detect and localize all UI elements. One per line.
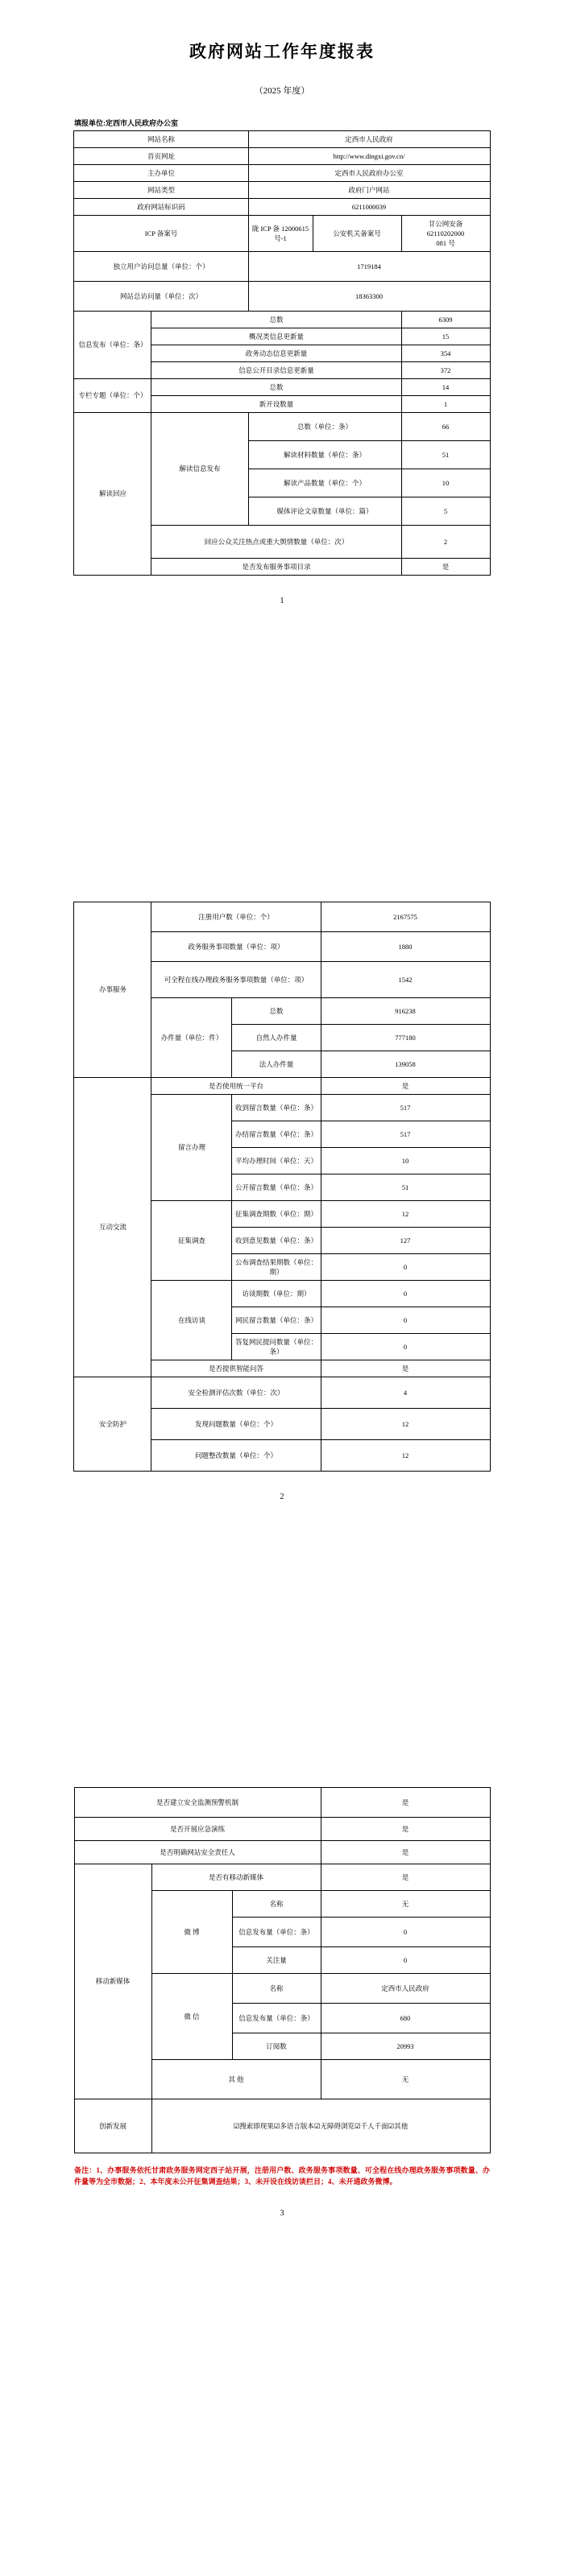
field-label: 是否明确网站安全责任人 [74, 1841, 321, 1864]
field-label: 总数 [232, 998, 321, 1025]
police-line-1: 甘公网安备 [428, 219, 463, 228]
weixin-label: 微 信 [151, 1974, 232, 2060]
field-value: 12 [321, 1409, 490, 1440]
field-value: 1719184 [248, 252, 490, 282]
police-line-2: 62110202000 [426, 229, 465, 237]
field-value: 政府门户网站 [248, 182, 490, 199]
service-catalog-value: 是 [401, 559, 490, 576]
field-label: 收到意见数量（单位：条） [232, 1228, 321, 1254]
field-label: 自然人办件量 [232, 1025, 321, 1051]
interpretation-release-label: 解读信息发布 [151, 413, 248, 526]
table-row [74, 1788, 490, 1818]
field-label: 政务动态信息更新量 [151, 345, 401, 362]
basic-info-table [73, 130, 490, 576]
field-value: 517 [321, 1121, 490, 1148]
field-value: 0 [321, 1918, 490, 1947]
field-label: 问题整改数量（单位：个） [151, 1440, 321, 1472]
field-label: 公布调查结果期数（单位：期） [232, 1254, 321, 1281]
field-value: 0 [321, 1334, 490, 1360]
table-row [74, 1818, 490, 1841]
field-value: 777180 [321, 1025, 490, 1051]
field-value: 20993 [321, 2033, 490, 2060]
mobile-innovation-table [74, 1787, 491, 2153]
field-value: 6211000039 [248, 199, 490, 216]
field-value: 12 [321, 1440, 490, 1472]
field-label: 总数（单位：条） [248, 413, 401, 441]
field-value: 定西市人民政府办公室 [248, 165, 490, 182]
page-number: 2 [280, 1492, 284, 1501]
police-record-value [401, 216, 490, 252]
field-label: 信息发布量（单位：条） [232, 1918, 321, 1947]
info-release-label: 信息发布（单位：条） [74, 312, 151, 379]
table-row [74, 148, 490, 165]
table-row [74, 182, 490, 199]
field-value: 354 [401, 345, 490, 362]
table-row [74, 199, 490, 216]
field-label: 新开设数量 [151, 396, 401, 413]
other-media-value: 无 [321, 2060, 490, 2099]
field-value: 372 [401, 362, 490, 379]
interpretation-label: 解读回应 [74, 413, 151, 576]
field-label: 总数 [151, 379, 401, 396]
weibo-label: 微 博 [151, 1891, 232, 1974]
field-value: 0 [321, 1307, 490, 1334]
field-value: 0 [321, 1281, 490, 1307]
police-line-3: 081 号 [436, 239, 455, 248]
message-label: 留言办理 [151, 1095, 232, 1201]
field-label: 安全检测评估次数（单位：次） [151, 1377, 321, 1409]
innovation-label: 创新发展 [74, 2099, 151, 2153]
table-row [74, 131, 490, 148]
field-value: 5 [401, 497, 490, 526]
field-value: 定西市人民政府 [248, 131, 490, 148]
field-value: 517 [321, 1095, 490, 1121]
field-label: 名称 [232, 1974, 321, 2004]
field-label: 政务服务事项数量（单位：项） [151, 932, 321, 962]
field-value: 0 [321, 1254, 490, 1281]
service-interaction-table [73, 902, 490, 1472]
field-label: 概况类信息更新量 [151, 328, 401, 345]
hotspot-label: 回应公众关注热点或重大舆情数量（单位：次） [151, 526, 401, 559]
field-value: 680 [321, 2004, 490, 2033]
field-label: 平均办理时间（单位：天） [232, 1148, 321, 1174]
mobile-label: 移动新媒体 [74, 1864, 151, 2099]
field-value: 12 [321, 1201, 490, 1228]
has-mobile-label: 是否有移动新媒体 [151, 1864, 321, 1891]
service-label: 办事服务 [74, 902, 151, 1078]
table-row [74, 1078, 490, 1095]
field-value: 2167575 [321, 902, 490, 932]
table-row [74, 1864, 490, 1891]
has-mobile-value: 是 [321, 1864, 490, 1891]
field-value: http://www.dingxi.gov.cn/ [248, 148, 490, 165]
field-value: 0 [321, 1947, 490, 1974]
field-value: 无 [321, 1891, 490, 1918]
page-title: 政府网站工作年度报表 [189, 42, 375, 61]
field-label: 总数 [151, 312, 401, 328]
field-value: 定西市人民政府 [321, 1974, 490, 2004]
field-label: 网站类型 [74, 182, 248, 199]
table-row [74, 252, 490, 282]
field-label: 网站名称 [74, 131, 248, 148]
field-value: 14 [401, 379, 490, 396]
cases-label: 办件量（单位：件） [151, 998, 232, 1078]
field-label: 法人办件量 [232, 1051, 321, 1078]
field-value: 66 [401, 413, 490, 441]
service-catalog-label: 是否发布服务事项目录 [151, 559, 401, 576]
table-row [74, 1841, 490, 1864]
field-label: 办结留言数量（单位：条） [232, 1121, 321, 1148]
table-row [74, 312, 490, 328]
field-label: 媒体评论文章数量（单位：篇） [248, 497, 401, 526]
page-1 [0, 0, 564, 805]
survey-label: 征集调查 [151, 1201, 232, 1281]
page-2 [0, 902, 564, 1690]
table-row [74, 379, 490, 396]
table-row [74, 1377, 490, 1409]
field-label: 是否开展应急演练 [74, 1818, 321, 1841]
columns-label: 专栏专题（单位：个） [74, 379, 151, 413]
field-value: 1880 [321, 932, 490, 962]
field-value: 是 [321, 1818, 490, 1841]
table-row [74, 413, 490, 441]
field-label: 关注量 [232, 1947, 321, 1974]
page-3 [0, 1787, 564, 2576]
field-label: 首页网址 [74, 148, 248, 165]
table-row [74, 902, 490, 932]
field-value: 是 [321, 1841, 490, 1864]
hotspot-value: 2 [401, 526, 490, 559]
police-record-label: 公安机关备案号 [313, 216, 401, 252]
field-value: 1 [401, 396, 490, 413]
field-label: 注册用户数（单位：个） [151, 902, 321, 932]
field-label: 公开留言数量（单位：条） [232, 1174, 321, 1201]
talk-label: 在线访谈 [151, 1281, 232, 1360]
page-number: 3 [280, 2208, 284, 2218]
field-label: 解读材料数量（单位：条） [248, 441, 401, 469]
field-value: 916238 [321, 998, 490, 1025]
unified-platform-label: 是否使用统一平台 [151, 1078, 321, 1095]
page-gap-2 [0, 1690, 564, 1787]
innovation-options[interactable]: ☑搜索即现果☑多语言版本☑无障碍浏览☑千人千面☑其他 [151, 2099, 490, 2153]
field-label: 名称 [232, 1891, 321, 1918]
field-value: 10 [321, 1148, 490, 1174]
unified-platform-value: 是 [321, 1078, 490, 1095]
field-label: 网民留言数量（单位：条） [232, 1307, 321, 1334]
smart-qa-label: 是否提供智能问答 [151, 1360, 321, 1377]
table-row [74, 2099, 490, 2153]
field-label: 解读产品数量（单位：个） [248, 469, 401, 497]
report-year: （2025 年度） [254, 86, 310, 96]
field-label: 信息发布量（单位：条） [232, 2004, 321, 2033]
field-value: 139058 [321, 1051, 490, 1078]
field-value: 是 [321, 1788, 490, 1818]
other-media-label: 其 他 [151, 2060, 321, 2099]
field-value: 6309 [401, 312, 490, 328]
icp-value: 陇 ICP 备 12000615 号-1 [248, 216, 313, 252]
field-label: 主办单位 [74, 165, 248, 182]
field-label: 发现问题数量（单位：个） [151, 1409, 321, 1440]
page-number: 1 [280, 597, 284, 605]
security-label: 安全防护 [74, 1377, 151, 1472]
field-value: 10 [401, 469, 490, 497]
field-label: 可全程在线办理政务服务事项数量（单位：项） [151, 962, 321, 998]
field-label: 征集调查期数（单位：期） [232, 1201, 321, 1228]
field-label: 信息公开目录信息更新量 [151, 362, 401, 379]
field-value: 18363300 [248, 282, 490, 312]
field-label: 是否建立安全监测预警机制 [74, 1788, 321, 1818]
field-label: 政府网站标识码 [74, 199, 248, 216]
icp-label: ICP 备案号 [74, 216, 248, 252]
field-label: 网站总访问量（单位：次） [74, 282, 248, 312]
field-label: 答复网民提问数量（单位：条） [232, 1334, 321, 1360]
smart-qa-value: 是 [321, 1360, 490, 1377]
table-row [74, 165, 490, 182]
page-gap [0, 805, 564, 902]
table-row-icp [74, 216, 490, 252]
field-label: 收到留言数量（单位：条） [232, 1095, 321, 1121]
field-value: 51 [321, 1174, 490, 1201]
table-row [74, 282, 490, 312]
field-value: 51 [401, 441, 490, 469]
field-value: 4 [321, 1377, 490, 1409]
interaction-label: 互动交流 [74, 1078, 151, 1377]
field-value: 1542 [321, 962, 490, 998]
field-label: 访谈期数（单位：期） [232, 1281, 321, 1307]
reporting-unit: 填报单位:定西市人民政府办公室 [74, 119, 178, 127]
field-value: 15 [401, 328, 490, 345]
field-value: 127 [321, 1228, 490, 1254]
field-label: 订阅数 [232, 2033, 321, 2060]
footnote: 备注：1、办事服务依托甘肃政务服务网定西子站开展，注册用户数、政务服务事项数量、可全程在线办理政务服务事项数量、办件量等为全市数据；2、本年度未公开征集调查结果；3、未开设在线访谈栏目；4、未开通政务微博。 [74, 2166, 490, 2186]
field-label: 独立用户访问总量（单位：个） [74, 252, 248, 282]
